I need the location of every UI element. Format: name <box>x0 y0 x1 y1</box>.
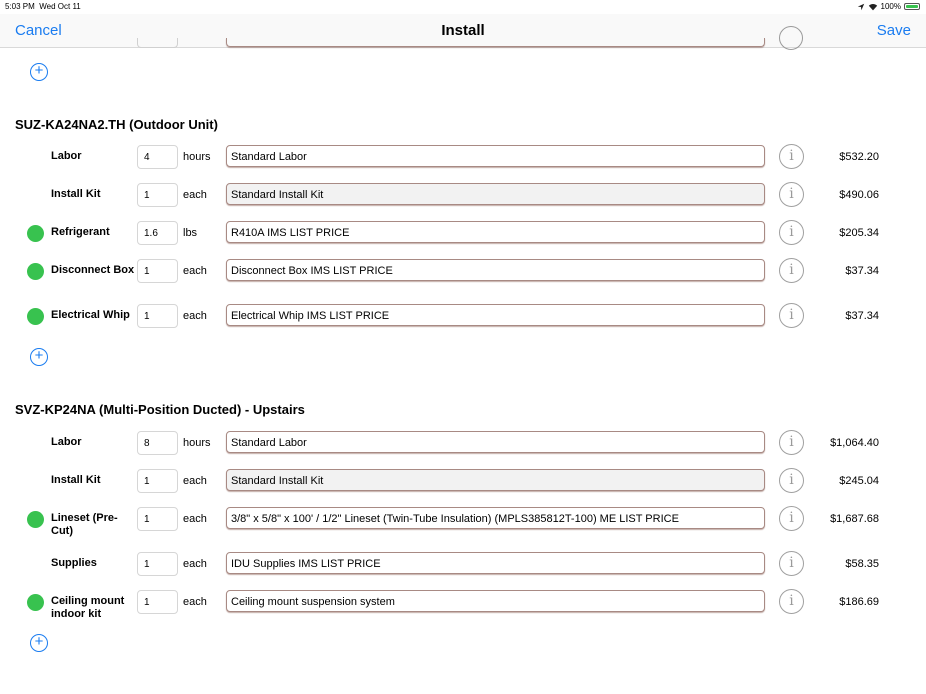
info-icon[interactable]: i <box>779 468 804 493</box>
unit-label: hours <box>183 437 211 449</box>
description-field[interactable]: Ceiling mount suspension system <box>226 590 765 612</box>
item-price: $205.34 <box>839 227 879 239</box>
item-name: Labor <box>51 150 82 162</box>
item-price: $245.04 <box>839 475 879 487</box>
info-icon[interactable] <box>779 26 803 50</box>
partial-description-field[interactable] <box>226 38 765 47</box>
info-icon[interactable]: i <box>779 430 804 455</box>
quantity-field[interactable]: 1 <box>137 259 178 283</box>
line-item-row <box>0 431 926 455</box>
description-field[interactable]: Standard Labor <box>226 145 765 167</box>
item-name: Install Kit <box>51 188 101 200</box>
item-price: $58.35 <box>845 558 879 570</box>
section-title: SUZ-KA24NA2.TH (Outdoor Unit) <box>15 117 218 132</box>
add-item-button[interactable] <box>30 634 48 652</box>
unit-label: each <box>183 513 207 525</box>
description-field[interactable]: Standard Labor <box>226 431 765 453</box>
wifi-icon <box>868 3 878 11</box>
status-bar <box>0 0 926 14</box>
item-price: $37.34 <box>845 265 879 277</box>
section-title: SVZ-KP24NA (Multi-Position Ducted) - Upstairs <box>15 402 305 417</box>
line-item-row <box>0 552 926 576</box>
item-name: Refrigerant <box>51 226 110 238</box>
partial-row <box>0 38 926 48</box>
line-item-row <box>0 590 926 620</box>
unit-label: each <box>183 265 207 277</box>
info-icon[interactable]: i <box>779 551 804 576</box>
line-item-row <box>0 183 926 207</box>
quantity-field[interactable]: 1.6 <box>137 221 178 245</box>
line-item-row <box>0 221 926 245</box>
quantity-field[interactable]: 1 <box>137 507 178 531</box>
item-name: Electrical Whip <box>51 309 130 321</box>
info-icon[interactable]: i <box>779 144 804 169</box>
battery-icon <box>904 3 920 10</box>
quantity-field[interactable]: 1 <box>137 552 178 576</box>
description-field[interactable]: IDU Supplies IMS LIST PRICE <box>226 552 765 574</box>
status-dot-icon <box>27 308 44 325</box>
plus-circle-icon: + <box>34 347 44 364</box>
add-item-button[interactable] <box>30 63 48 81</box>
plus-circle-icon: + <box>34 62 44 79</box>
quantity-field[interactable]: 1 <box>137 183 178 207</box>
info-icon[interactable]: i <box>779 182 804 207</box>
unit-label: each <box>183 596 207 608</box>
info-icon[interactable]: i <box>779 589 804 614</box>
unit-label: lbs <box>183 227 198 239</box>
battery-percent: 100% <box>880 2 901 11</box>
quantity-field[interactable]: 1 <box>137 469 178 493</box>
status-dot-icon <box>27 263 44 280</box>
plus-circle-icon: + <box>34 633 44 650</box>
item-name: Install Kit <box>51 474 101 486</box>
line-item-row <box>0 145 926 169</box>
quantity-field[interactable]: 4 <box>137 145 178 169</box>
page-title: Install <box>441 22 485 39</box>
status-dot-icon <box>27 511 44 528</box>
unit-label: each <box>183 475 207 487</box>
line-item-row <box>0 259 926 283</box>
info-icon[interactable]: i <box>779 303 804 328</box>
location-arrow-icon <box>857 3 865 11</box>
item-name: Disconnect Box <box>51 264 135 276</box>
unit-label: hours <box>183 151 211 163</box>
cancel-button[interactable]: Cancel <box>15 22 62 39</box>
status-indicators <box>857 2 920 11</box>
quantity-field[interactable]: 1 <box>137 304 178 328</box>
item-price: $186.69 <box>839 596 879 608</box>
status-dot-icon <box>27 225 44 242</box>
add-item-button[interactable] <box>30 348 48 366</box>
unit-label: each <box>183 189 207 201</box>
description-field[interactable]: Electrical Whip IMS LIST PRICE <box>226 304 765 326</box>
info-icon[interactable]: i <box>779 258 804 283</box>
item-price: $1,687.68 <box>830 513 879 525</box>
item-price: $37.34 <box>845 310 879 322</box>
line-item-row <box>0 304 926 328</box>
description-field[interactable]: Standard Install Kit <box>226 183 765 205</box>
item-price: $532.20 <box>839 151 879 163</box>
item-name: Labor <box>51 436 82 448</box>
item-price: $1,064.40 <box>830 437 879 449</box>
info-icon[interactable]: i <box>779 506 804 531</box>
description-field[interactable]: Disconnect Box IMS LIST PRICE <box>226 259 765 281</box>
item-name: Supplies <box>51 557 97 569</box>
item-name: Lineset (Pre-Cut) <box>51 512 118 537</box>
line-item-row <box>0 469 926 493</box>
unit-label: each <box>183 310 207 322</box>
status-dot-icon <box>27 594 44 611</box>
save-button[interactable]: Save <box>876 22 911 39</box>
info-icon[interactable]: i <box>779 220 804 245</box>
item-price: $490.06 <box>839 189 879 201</box>
line-item-row <box>0 507 926 537</box>
quantity-field[interactable]: 1 <box>137 590 178 614</box>
status-time: 5:03 PM Wed Oct 11 <box>5 2 81 11</box>
description-field[interactable]: 3/8" x 5/8" x 100' / 1/2" Lineset (Twin-Tube Insulation) (MPLS385812T-100) ME LIST PRICE <box>226 507 765 529</box>
quantity-field[interactable]: 8 <box>137 431 178 455</box>
description-field[interactable]: R410A IMS LIST PRICE <box>226 221 765 243</box>
description-field[interactable]: Standard Install Kit <box>226 469 765 491</box>
item-name: Ceiling mount indoor kit <box>51 595 125 620</box>
partial-quantity-field[interactable] <box>137 38 178 48</box>
unit-label: each <box>183 558 207 570</box>
